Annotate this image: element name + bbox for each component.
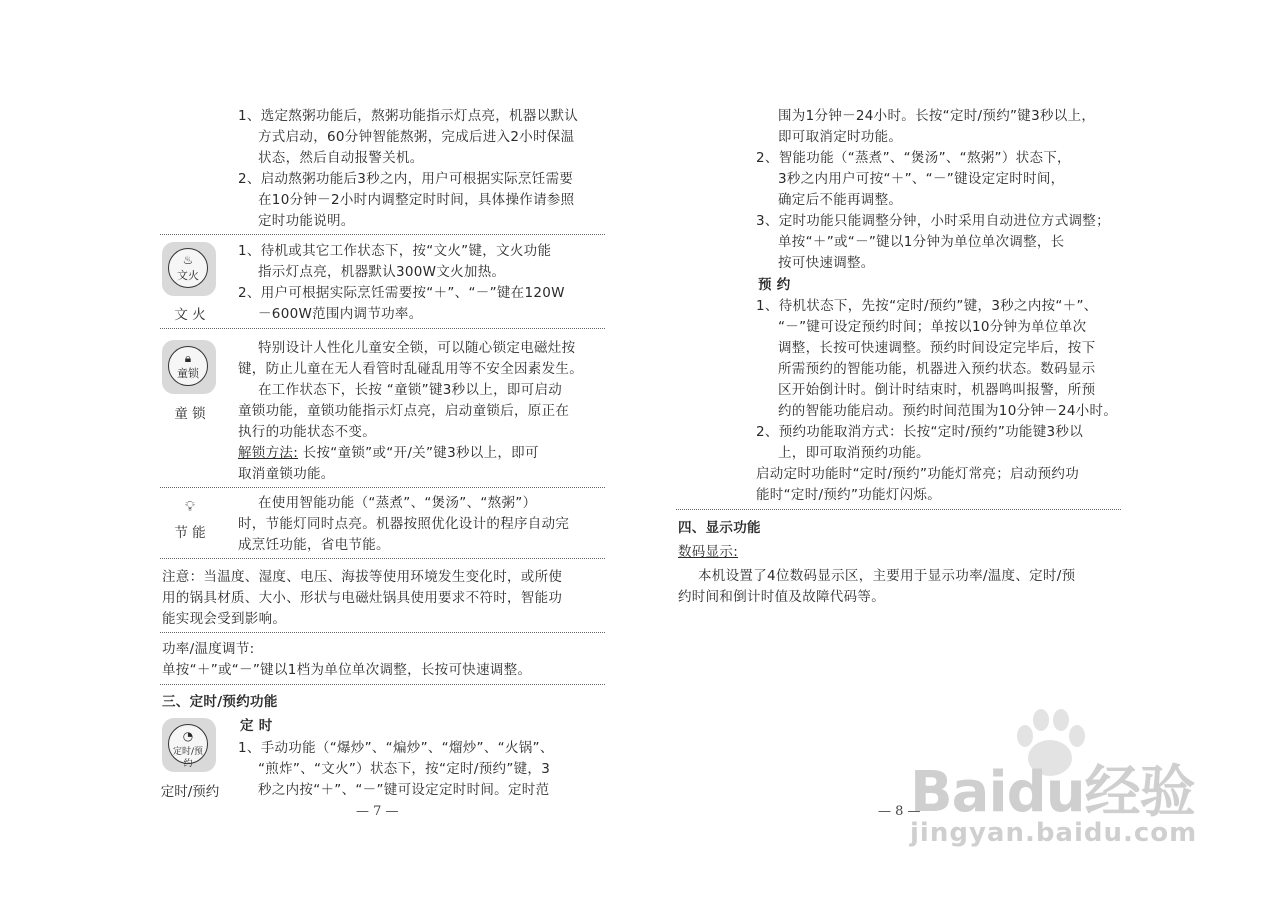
timer-heading: 定 时 bbox=[240, 718, 273, 734]
timer-label: 定时/预约 bbox=[160, 784, 220, 800]
page-number: — 7 — bbox=[356, 804, 399, 819]
reserve-line: 调整，长按可快速调整。预约时间设定完毕后，按下 bbox=[778, 340, 1096, 356]
unlock-method-label: 解锁方法: bbox=[238, 445, 299, 461]
power-line: 单按“＋”或“－”键以1档为单位单次调整，长按可快速调整。 bbox=[162, 662, 532, 678]
timer-icon-box bbox=[162, 718, 216, 772]
timer-adjust-line: 单按“＋”或“－”键以1分钟为单位单次调整，长 bbox=[778, 234, 1065, 250]
timer-line: 1、手动功能（“爆炒”、“煸炒”、“熘炒”、“火锅”、 bbox=[238, 740, 554, 756]
timer-adjust-line: 按可快速调整。 bbox=[778, 255, 875, 271]
watermark-brand: Baidu经验 bbox=[910, 760, 1195, 825]
timer-line: “煎炸”、“文火”）状态下，按“定时/预约”键，3 bbox=[258, 761, 551, 777]
reserve-cancel-line: 2、预约功能取消方式：长按“定时/预约”功能键3秒以 bbox=[756, 424, 1084, 440]
divider bbox=[160, 558, 605, 559]
timer-adjust-line: 3、定时功能只能调整分钟，小时采用自动进位方式调整； bbox=[756, 213, 1110, 229]
childlock-icon-box bbox=[162, 340, 216, 394]
energy-line: 成烹饪功能，省电节能。 bbox=[238, 537, 390, 553]
divider bbox=[160, 684, 605, 685]
reserve-note-line: 能时“定时/预约”功能灯闪烁。 bbox=[756, 487, 942, 503]
energy-line: 在使用智能功能（“蒸煮”、“煲汤”、“熬粥”） bbox=[258, 495, 537, 511]
timer-line: 秒之内按“＋”、“－”键可设定定时时间。定时范 bbox=[258, 782, 550, 798]
childlock-line: 童锁功能，童锁功能指示灯点亮，启动童锁后，原正在 bbox=[238, 403, 570, 419]
unlock-method-text: 长按“童锁”或“开/关”键3秒以上，即可 bbox=[298, 445, 539, 461]
reserve-line: “－”键可设定预约时间；单按以10分钟为单位单次 bbox=[778, 319, 1087, 335]
wenhuo-label: 文 火 bbox=[174, 307, 206, 323]
childlock-line: 在工作状态下，长按 “童锁”键3秒以上，即可启动 bbox=[258, 382, 563, 398]
smart-timer-line: 3秒之内用户可按“＋”、“－”键设定定时时间， bbox=[778, 171, 1065, 187]
bulb-icon: 💡︎ bbox=[185, 499, 195, 515]
flame-icon: ♨ 文火 bbox=[168, 248, 208, 288]
reserve-note-line: 启动定时功能时“定时/预约”功能灯常亮；启动预约功 bbox=[756, 466, 1080, 482]
reserve-line: 区开始倒计时。倒计时结束时，机器鸣叫报警，所预 bbox=[778, 382, 1096, 398]
wenhuo-line: 2、用户可根据实际烹饪需要按“＋”、“－”键在120W bbox=[238, 285, 565, 301]
note-line: 注意：当温度、湿度、电压、海拔等使用环境发生变化时，或所使 bbox=[162, 569, 563, 585]
display-line: 本机设置了4位数码显示区，主要用于显示功率/温度、定时/预 bbox=[698, 568, 1076, 584]
wenhuo-line: －600W范围内调节功率。 bbox=[258, 306, 423, 322]
section3-title: 三、定时/预约功能 bbox=[162, 694, 278, 710]
watermark-url: jingyan.baidu.com bbox=[910, 818, 1198, 848]
reserve-heading: 预 约 bbox=[758, 277, 791, 293]
porridge-line: 方式启动，60分钟智能熬粥，完成后进入2小时保温 bbox=[258, 129, 575, 145]
childlock-label: 童 锁 bbox=[174, 406, 206, 422]
lock-icon: 🔒︎ 童锁 bbox=[168, 346, 208, 386]
smart-timer-line: 2、智能功能（“蒸煮”、“煲汤”、“熬粥”）状态下， bbox=[756, 150, 1071, 166]
energy-label: 节 能 bbox=[174, 525, 206, 541]
divider bbox=[160, 328, 605, 329]
smart-timer-line: 确定后不能再调整。 bbox=[778, 192, 903, 208]
timer-cont-line: 即可取消定时功能。 bbox=[778, 129, 903, 145]
childlock-line: 取消童锁功能。 bbox=[238, 466, 335, 482]
display-line: 约时间和倒计时值及故障代码等。 bbox=[678, 589, 885, 605]
childlock-line: 特别设计人性化儿童安全锁，可以随心锁定电磁灶按 bbox=[258, 340, 576, 356]
power-title: 功率/温度调节: bbox=[162, 641, 255, 657]
note-line: 能实现会受到影响。 bbox=[162, 611, 287, 627]
childlock-line: 键，防止儿童在无人看管时乱碰乱用等不安全因素发生。 bbox=[238, 361, 583, 377]
section4-title: 四、显示功能 bbox=[678, 520, 761, 536]
note-line: 用的锅具材质、大小、形状与电磁灶锅具使用要求不符时，智能功 bbox=[162, 590, 563, 606]
porridge-line: 定时功能说明。 bbox=[258, 213, 355, 229]
divider bbox=[160, 234, 605, 235]
reserve-cancel-line: 上，即可取消预约功能。 bbox=[778, 445, 930, 461]
wenhuo-icon-box bbox=[162, 242, 216, 296]
divider bbox=[676, 509, 1121, 510]
porridge-line: 状态，然后自动报警关机。 bbox=[258, 150, 424, 166]
clock-icon: ◔ 定时/预约 bbox=[168, 724, 208, 764]
right-page bbox=[640, 0, 1280, 905]
porridge-line: 1、选定熬粥功能后，熬粥功能指示灯点亮，机器以默认 bbox=[238, 108, 579, 124]
divider bbox=[160, 487, 605, 488]
porridge-line: 在10分钟－2小时内调整定时时间，具体操作请参照 bbox=[258, 192, 575, 208]
reserve-line: 1、待机状态下，先按“定时/预约”键，3秒之内按“＋”、 bbox=[756, 298, 1098, 314]
energy-line: 时，节能灯同时点亮。机器按照优化设计的程序自动完 bbox=[238, 516, 570, 532]
divider bbox=[160, 632, 605, 633]
reserve-line: 约的智能功能启动。预约时间范围为10分钟－24小时。 bbox=[778, 403, 1118, 419]
wenhuo-line: 指示灯点亮，机器默认300W文火加热。 bbox=[258, 264, 506, 280]
reserve-line: 所需预约的智能功能，机器进入预约状态。数码显示 bbox=[778, 361, 1096, 377]
timer-cont-line: 围为1分钟－24小时。长按“定时/预约”键3秒以上， bbox=[778, 108, 1096, 124]
childlock-unlock bbox=[238, 443, 539, 463]
display-subtitle: 数码显示: bbox=[678, 544, 739, 560]
wenhuo-line: 1、待机或其它工作状态下，按“文火”键，文火功能 bbox=[238, 243, 552, 259]
porridge-line: 2、启动熬粥功能后3秒之内，用户可根据实际烹饪需要 bbox=[238, 171, 574, 187]
childlock-line: 执行的功能状态不变。 bbox=[238, 424, 376, 440]
page-number: — 8 — bbox=[878, 804, 921, 819]
